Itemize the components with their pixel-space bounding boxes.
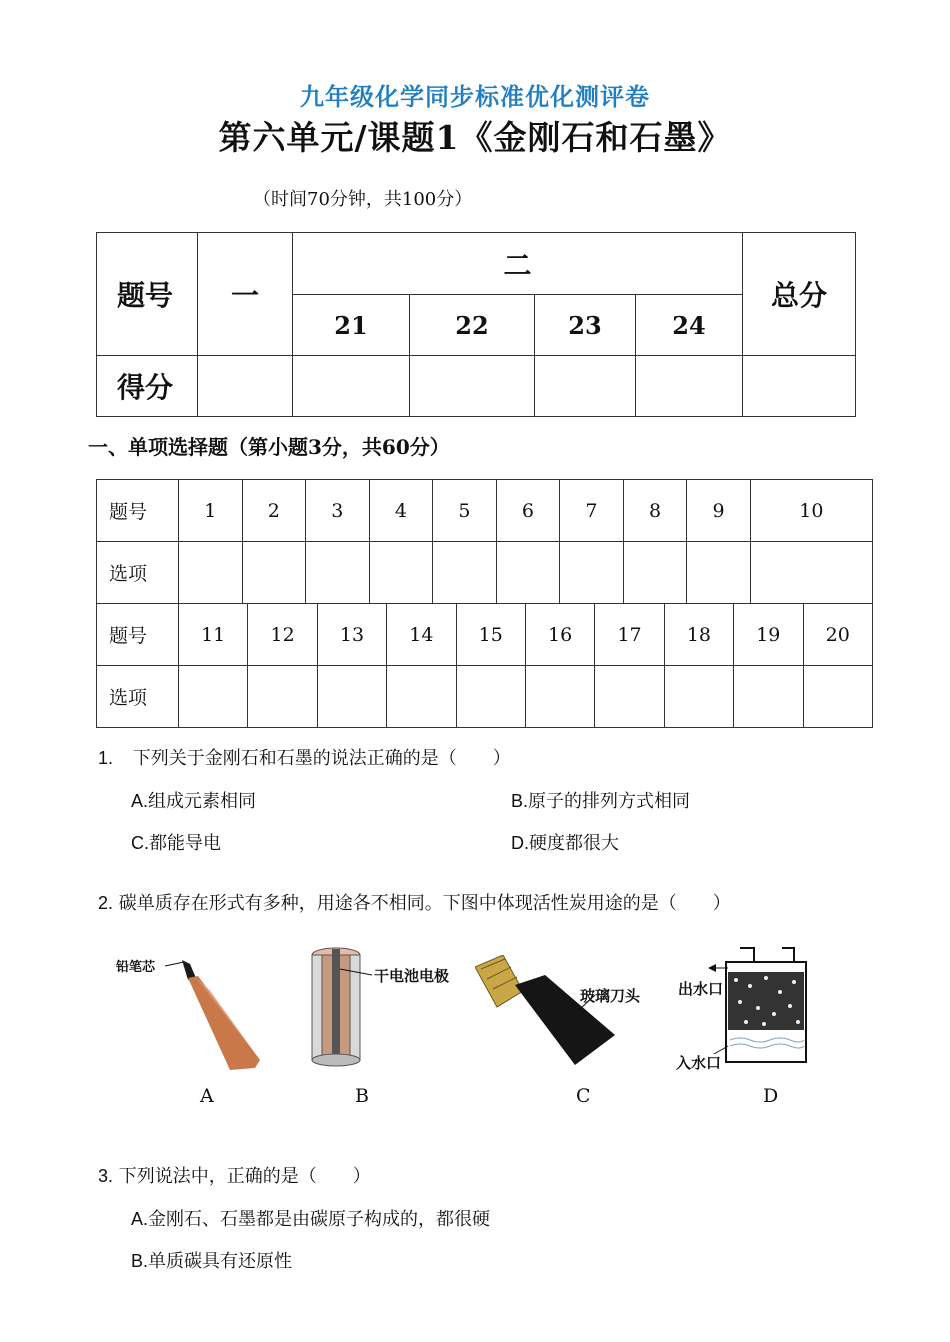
question-stem: 下列说法中，正确的是（ ）	[118, 1166, 371, 1187]
answer-cell[interactable]	[560, 542, 624, 604]
answer-table-1-10	[96, 479, 873, 604]
answer-cell[interactable]	[179, 542, 243, 604]
score-cell[interactable]	[198, 356, 293, 417]
answer-table-option-label: 选项	[97, 666, 179, 728]
option-1d	[511, 829, 619, 855]
answer-cell[interactable]	[750, 542, 872, 604]
score-cell[interactable]	[636, 356, 743, 417]
score-table-sub-21: 21	[293, 295, 410, 356]
answer-cell[interactable]	[687, 542, 751, 604]
option-text: 硬度都很大	[529, 833, 619, 854]
answer-number: 18	[664, 604, 733, 666]
score-table-part-one: 一	[198, 233, 293, 356]
option-letter: C.	[131, 833, 149, 853]
answer-cell[interactable]	[456, 666, 525, 728]
pencil-icon	[110, 950, 270, 1070]
figure-c-caption: C	[576, 1085, 591, 1107]
option-text: 都能导电	[149, 833, 221, 854]
answer-number: 14	[387, 604, 456, 666]
question-2	[98, 889, 731, 915]
answer-number: 13	[317, 604, 386, 666]
answer-cell[interactable]	[306, 542, 370, 604]
figure-b-caption: B	[355, 1085, 369, 1107]
score-cell[interactable]	[410, 356, 535, 417]
answer-cell[interactable]	[369, 542, 433, 604]
option-3a	[131, 1205, 490, 1231]
answer-table-option-label: 选项	[97, 542, 179, 604]
option-text: 金刚石、石墨都是由碳原子构成的，都很硬	[148, 1209, 491, 1230]
pencil-lead-label: 铅笔芯	[116, 960, 156, 975]
answer-number: 9	[687, 480, 751, 542]
answer-cell[interactable]	[525, 666, 594, 728]
score-cell[interactable]	[293, 356, 410, 417]
figure-a-caption: A	[200, 1085, 214, 1107]
option-letter: A.	[131, 1209, 149, 1229]
answer-number: 10	[750, 480, 872, 542]
question-number: 2.	[98, 893, 114, 913]
option-letter: A.	[131, 791, 149, 811]
answer-cell[interactable]	[248, 666, 317, 728]
option-letter: B.	[131, 1251, 149, 1271]
answer-cell[interactable]	[595, 666, 664, 728]
answer-number: 4	[369, 480, 433, 542]
answer-cell[interactable]	[734, 666, 803, 728]
answer-table-question-label: 题号	[97, 604, 179, 666]
figure-d-caption: D	[763, 1085, 779, 1107]
score-table-score-label: 得分	[97, 356, 198, 417]
option-1b	[511, 787, 690, 813]
question-stem: 碳单质存在形式有多种，用途各不相同。下图中体现活性炭用途的是（ ）	[118, 893, 731, 914]
option-letter: B.	[511, 791, 529, 811]
answer-number: 6	[496, 480, 560, 542]
question-number: 1.	[98, 748, 114, 768]
figure-c-glass-cutter	[475, 955, 655, 1070]
figure-d-water-filter	[670, 942, 850, 1072]
answer-number: 7	[560, 480, 624, 542]
score-cell[interactable]	[535, 356, 636, 417]
option-text: 原子的排列方式相同	[528, 791, 691, 812]
answer-table-question-label: 题号	[97, 480, 179, 542]
question-3	[98, 1162, 371, 1188]
answer-number: 2	[242, 480, 306, 542]
score-table	[96, 232, 856, 417]
glass-cutter-icon	[475, 955, 655, 1070]
answer-number: 16	[525, 604, 594, 666]
score-cell[interactable]	[743, 356, 856, 417]
answer-cell[interactable]	[317, 666, 386, 728]
score-table-part-two: 二	[293, 233, 743, 295]
question-1	[98, 744, 511, 770]
option-letter: D.	[511, 833, 529, 853]
answer-number: 17	[595, 604, 664, 666]
score-table-total-label: 总分	[743, 233, 856, 356]
answer-cell[interactable]	[623, 542, 687, 604]
section-one-heading: 一、单项选择题（第小题3分，共60分）	[88, 435, 450, 459]
answer-cell[interactable]	[433, 542, 497, 604]
option-1c	[131, 829, 221, 855]
answer-cell[interactable]	[803, 666, 872, 728]
answer-number: 19	[734, 604, 803, 666]
figure-a-pencil	[110, 950, 270, 1070]
answer-number: 20	[803, 604, 872, 666]
answer-cell[interactable]	[179, 666, 248, 728]
answer-cell[interactable]	[496, 542, 560, 604]
answer-number: 8	[623, 480, 687, 542]
answer-number: 1	[179, 480, 243, 542]
battery-electrode-label: 干电池电极	[374, 967, 450, 985]
main-title: 第六单元/课题1《金刚石和石墨》	[218, 118, 732, 157]
answer-number: 15	[456, 604, 525, 666]
answer-cell[interactable]	[387, 666, 456, 728]
answer-cell[interactable]	[242, 542, 306, 604]
option-text: 组成元素相同	[148, 791, 257, 812]
question-stem: 下列关于金刚石和石墨的说法正确的是（ ）	[132, 748, 511, 769]
option-text: 单质碳具有还原性	[148, 1251, 293, 1272]
option-1a	[131, 787, 256, 813]
answer-number: 12	[248, 604, 317, 666]
water-outlet-label: 出水口	[678, 980, 724, 998]
answer-cell[interactable]	[664, 666, 733, 728]
question-number: 3.	[98, 1166, 114, 1186]
option-3b	[131, 1247, 292, 1273]
score-table-sub-24: 24	[636, 295, 743, 356]
time-note: （时间70分钟，共100分）	[253, 189, 473, 210]
battery-icon	[300, 945, 470, 1070]
answer-table-11-20	[96, 603, 873, 728]
glass-cutter-label: 玻璃刀头	[580, 987, 641, 1005]
score-table-sub-23: 23	[535, 295, 636, 356]
answer-number: 11	[179, 604, 248, 666]
answer-number: 3	[306, 480, 370, 542]
water-inlet-label: 入水口	[676, 1054, 722, 1072]
score-table-question-label: 题号	[97, 233, 198, 356]
series-title: 九年级化学同步标准优化测评卷	[300, 82, 650, 111]
score-table-sub-22: 22	[410, 295, 535, 356]
answer-number: 5	[433, 480, 497, 542]
figure-b-battery	[300, 945, 470, 1070]
